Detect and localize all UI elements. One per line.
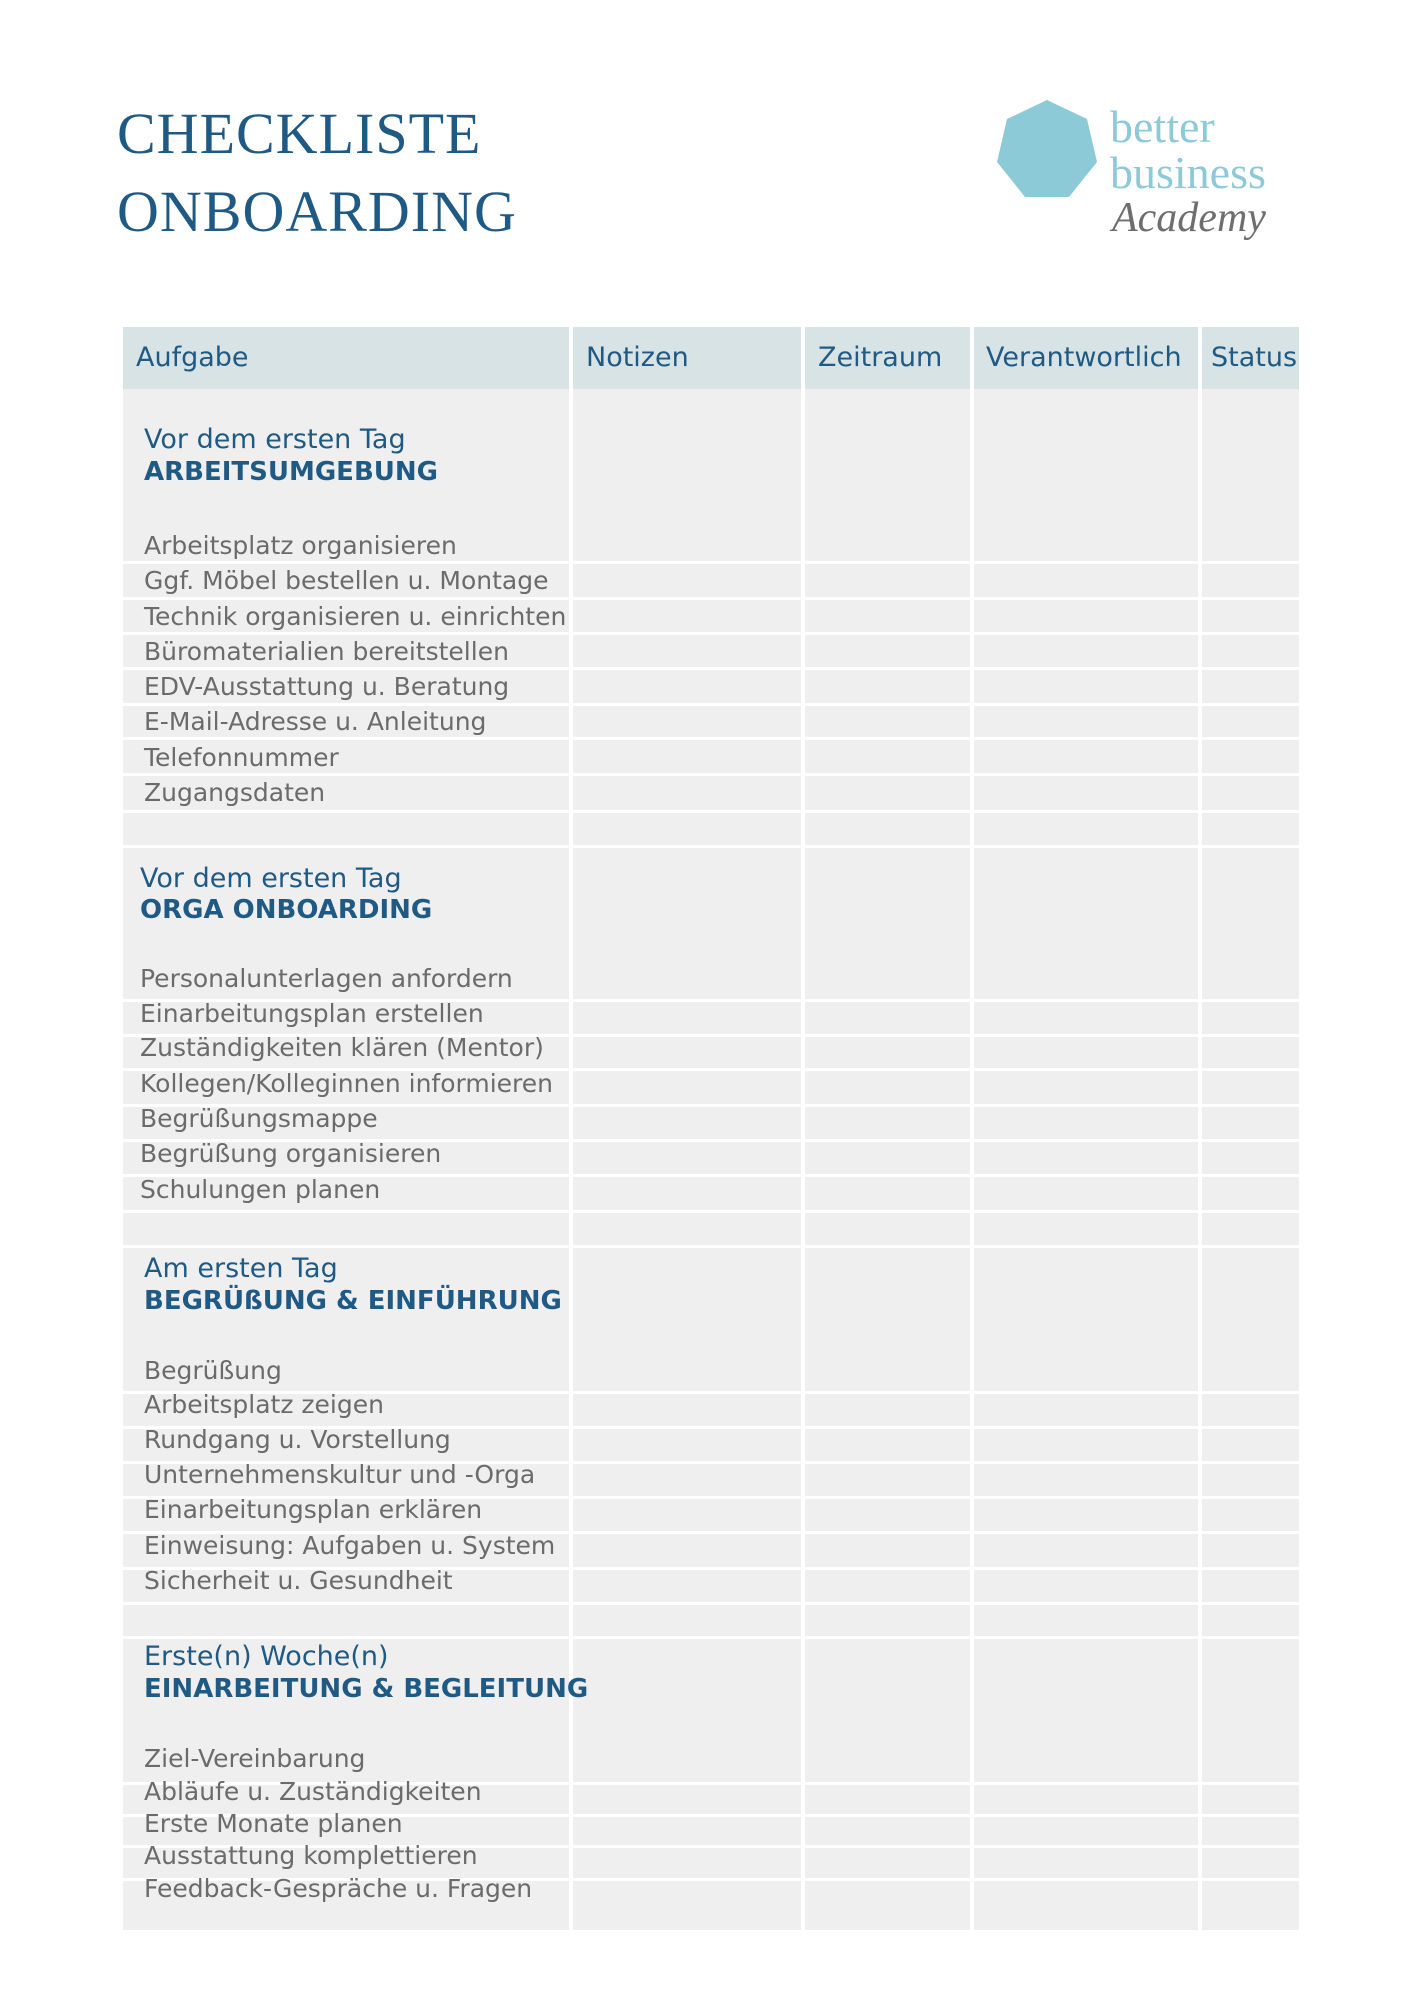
task-item: Einarbeitungsplan erstellen xyxy=(140,999,484,1028)
task-item: Ggf. Möbel bestellen u. Montage xyxy=(144,566,549,595)
task-item: Einweisung: Aufgaben u. System xyxy=(144,1531,556,1560)
section-1-subtitle: Vor dem ersten Tag xyxy=(144,424,406,455)
section-3-title: BEGRÜßUNG & EINFÜHRUNG xyxy=(144,1286,562,1316)
logo-text-business: business xyxy=(1110,147,1266,198)
checklist-table xyxy=(123,327,1299,1930)
task-item: Begrüßungsmappe xyxy=(140,1104,378,1133)
page-title xyxy=(117,95,517,251)
task-item: Begrüßung xyxy=(144,1356,282,1385)
task-item: Sicherheit u. Gesundheit xyxy=(144,1566,453,1595)
title-line-1: CHECKLISTE xyxy=(117,101,482,166)
task-item: Ausstattung komplettieren xyxy=(144,1841,478,1870)
task-item: Technik organisieren u. einrichten xyxy=(144,602,567,631)
header-status: Status xyxy=(1202,327,1299,389)
task-item: Kollegen/Kolleginnen informieren xyxy=(140,1069,553,1098)
task-item: Rundgang u. Vorstellung xyxy=(144,1425,451,1454)
section-1-title: ARBEITSUMGEBUNG xyxy=(144,457,438,487)
header-notizen: Notizen xyxy=(573,327,801,389)
task-item: Feedback-Gespräche u. Fragen xyxy=(144,1874,533,1903)
logo-text-better: better xyxy=(1110,101,1215,152)
task-item: Unternehmenskultur und -Orga xyxy=(144,1460,536,1489)
header-verantwortlich: Verantwortlich xyxy=(974,327,1198,389)
section-2-subtitle: Vor dem ersten Tag xyxy=(140,863,402,894)
task-item: E-Mail-Adresse u. Anleitung xyxy=(144,707,487,736)
task-item: Begrüßung organisieren xyxy=(140,1139,442,1168)
header-zeitraum: Zeitraum xyxy=(805,327,970,389)
task-item: EDV-Ausstattung u. Beratung xyxy=(144,672,510,701)
task-item: Abläufe u. Zuständigkeiten xyxy=(144,1777,482,1806)
task-item: Personalunterlagen anfordern xyxy=(140,964,513,993)
task-item: Zuständigkeiten klären (Mentor) xyxy=(140,1033,544,1062)
section-4-subtitle: Erste(n) Woche(n) xyxy=(144,1641,389,1672)
heptagon-logo-icon xyxy=(992,96,1102,206)
task-item: Einarbeitungsplan erklären xyxy=(144,1495,483,1524)
section-3-subtitle: Am ersten Tag xyxy=(144,1253,338,1284)
logo xyxy=(992,96,1322,246)
task-item: Ziel-Vereinbarung xyxy=(144,1744,366,1773)
logo-text-academy: Academy xyxy=(1112,195,1266,241)
task-item: Erste Monate planen xyxy=(144,1809,403,1838)
section-2-title: ORGA ONBOARDING xyxy=(140,895,433,925)
task-item: Arbeitsplatz zeigen xyxy=(144,1390,384,1419)
task-item: Büromaterialien bereitstellen xyxy=(144,637,509,666)
title-line-2: ONBOARDING xyxy=(117,179,517,244)
task-item: Schulungen planen xyxy=(140,1175,381,1204)
header-aufgabe: Aufgabe xyxy=(123,327,569,389)
section-4-title: EINARBEITUNG & BEGLEITUNG xyxy=(144,1674,589,1704)
task-item: Telefonnummer xyxy=(144,743,339,772)
task-item: Zugangsdaten xyxy=(144,778,326,807)
task-item: Arbeitsplatz organisieren xyxy=(144,531,457,560)
